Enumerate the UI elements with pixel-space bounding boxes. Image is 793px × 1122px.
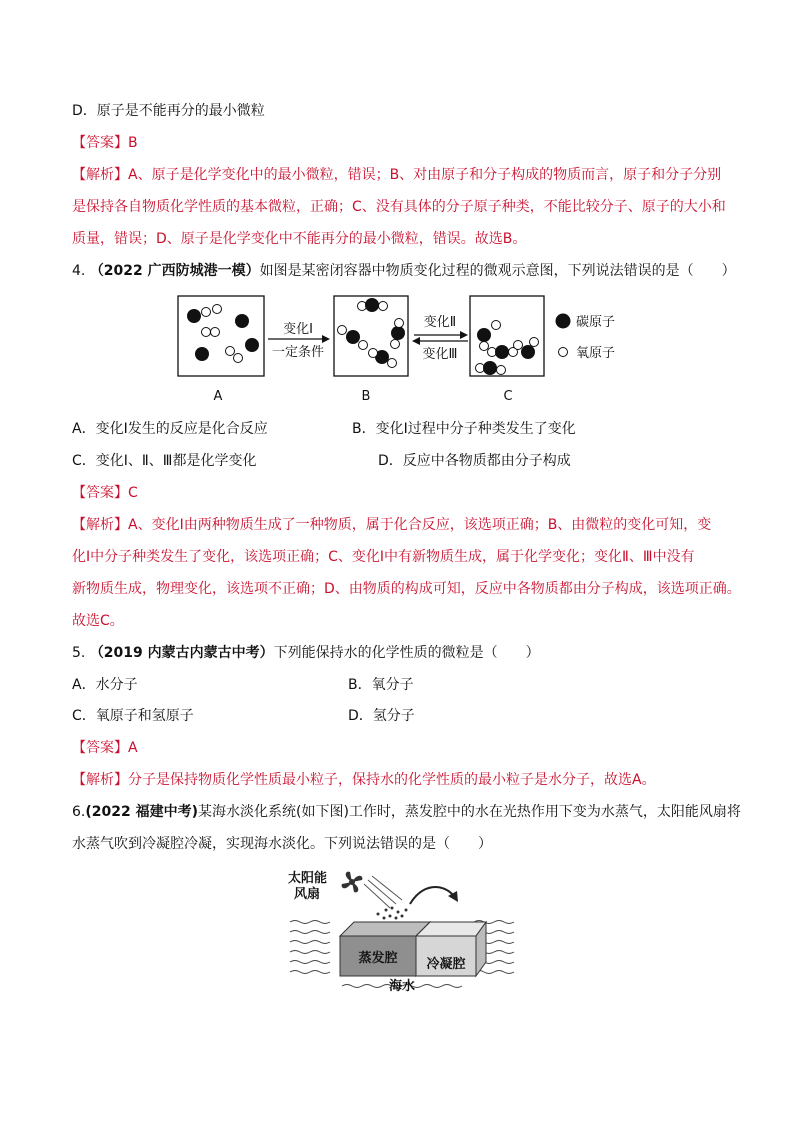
legend-oxygen-label: 氧原子: [576, 346, 616, 361]
answer-tag: 【答案】: [72, 485, 128, 501]
analysis-text: A、变化Ⅰ由两种物质生成了一种物质，属于化合反应，该选项正确；B、由微粒的变化可知，变: [128, 517, 712, 533]
legend-carbon-icon: [556, 314, 571, 329]
analysis-tag: 【解析】: [72, 772, 128, 788]
oxygen-atom: [497, 366, 506, 375]
q6-stem-line-1: [72, 802, 741, 822]
evap-chamber-top: [340, 922, 430, 936]
q4-option-c: C．变化Ⅰ、Ⅱ、Ⅲ都是化学变化: [72, 453, 257, 469]
carbon-atom: [195, 347, 209, 361]
q4-molecule-figure: [170, 290, 630, 410]
carbon-atom: [477, 328, 491, 342]
q4-analysis-line-3: 新物质生成，物理变化，该选项不正确；D、由物质的构成可知，反应中各物质都由分子构成，该选项正确。: [72, 581, 741, 597]
oxygen-atom: [388, 359, 397, 368]
q4-stem: [72, 261, 736, 281]
sun-rays: [364, 876, 402, 908]
q4-analysis-line-4: 故选C。: [72, 613, 124, 629]
carbon-atom: [187, 309, 201, 323]
carbon-atom: [521, 345, 535, 359]
q3-analysis-line-1: [72, 165, 721, 185]
box-label-b: B: [361, 389, 371, 404]
oxygen-atom: [369, 349, 378, 358]
q4-answer: [72, 483, 138, 503]
arrow2-bottom-label: 变化Ⅲ: [422, 347, 458, 362]
carbon-atom: [346, 330, 360, 344]
fan-icon: [342, 872, 363, 893]
carbon-atom: [245, 338, 259, 352]
oxygen-atom: [480, 342, 489, 351]
question-number: 5.: [72, 645, 86, 661]
q5-stem: [72, 643, 540, 663]
arrow1-head: [322, 335, 330, 343]
flow-arrow: [410, 887, 454, 904]
q5-answer: [72, 738, 138, 758]
legend-carbon-label: 碳原子: [576, 315, 616, 330]
q6-desalination-figure: [282, 864, 522, 998]
answer-value: B: [128, 135, 138, 151]
carbon-atom: [483, 361, 497, 375]
arrow1-bottom-label: 一定条件: [271, 345, 325, 360]
arrow2-top-label: 变化Ⅱ: [423, 315, 457, 330]
vapor-dots: [377, 907, 408, 920]
arrow1-top-label: 变化Ⅰ: [283, 322, 313, 337]
q6-stem-line-2: 水蒸气吹到冷凝腔冷凝，实现海水淡化。下列说法错误的是（ ）: [72, 836, 492, 852]
carbon-atom: [235, 314, 249, 328]
q5-option-c: C．氧原子和氢原子: [72, 708, 194, 724]
oxygen-atom: [379, 302, 388, 311]
answer-tag: 【答案】: [72, 740, 128, 756]
oxygen-atom: [202, 328, 211, 337]
analysis-tag: 【解析】: [72, 167, 128, 183]
q3-analysis-line-3: 质量，错误；D、原子是化学变化中不能再分的最小微粒，错误。故选B。: [72, 231, 527, 247]
fan-label-line1: 太阳能: [288, 871, 328, 886]
evap-chamber-label: 蒸发腔: [358, 951, 398, 966]
q5-option-b: B．氧分子: [348, 677, 414, 693]
question-source: （2019 内蒙古内蒙古中考）: [89, 645, 274, 661]
question-number: 4.: [72, 263, 86, 279]
q4-analysis-line-1: [72, 515, 711, 535]
oxygen-atom: [213, 305, 222, 314]
oxygen-atom: [359, 341, 368, 350]
q4-option-b: B．变化Ⅰ过程中分子种类发生了变化: [352, 421, 576, 437]
analysis-text: 分子是保持物质化学性质最小粒子，保持水的化学性质的最小粒子是水分子，故选A。: [128, 772, 656, 788]
arrow2-head-forward: [460, 331, 468, 339]
question-stem: 下列能保持水的化学性质的微粒是（ ）: [273, 645, 540, 661]
q5-analysis-line-1: [72, 770, 656, 790]
analysis-tag: 【解析】: [72, 517, 128, 533]
arrow2-head-back: [412, 337, 420, 345]
q4-option-a: A．变化Ⅰ发生的反应是化合反应: [72, 421, 268, 437]
cond-chamber-label: 冷凝腔: [426, 957, 466, 972]
answer-tag: 【答案】: [72, 135, 128, 151]
oxygen-atom: [226, 347, 235, 356]
analysis-text: A、原子是化学变化中的最小微粒，错误；B、对由原子和分子构成的物质而言，原子和分子分别: [128, 167, 722, 183]
oxygen-atom: [514, 341, 523, 350]
oxygen-atom: [202, 308, 211, 317]
oxygen-atom: [492, 321, 501, 330]
q3-answer: [72, 133, 138, 153]
question-source: (2022 福建中考): [85, 804, 198, 820]
oxygen-atom: [211, 328, 220, 337]
oxygen-atom: [234, 354, 243, 363]
question-number: 6.: [72, 804, 86, 820]
q4-analysis-line-2: 化Ⅰ中分子种类发生了变化，该选项正确；C、变化Ⅰ中有新物质生成，属于化学变化；变化Ⅱ、Ⅲ中没有: [72, 549, 695, 565]
question-source: （2022 广西防城港一模）: [89, 263, 260, 279]
q5-option-a: A．水分子: [72, 677, 138, 693]
q5-option-d: D．氢分子: [348, 708, 415, 724]
q4-option-d: D．反应中各物质都由分子构成: [378, 453, 571, 469]
oxygen-atom: [391, 340, 400, 349]
oxygen-atom: [530, 338, 539, 347]
carbon-atom: [495, 345, 509, 359]
q3-analysis-line-2: 是保持各自物质化学性质的基本微粒，正确；C、没有具体的分子原子种类，不能比较分子、原子的大小和: [72, 199, 726, 215]
question-stem: 如图是某密闭容器中物质变化过程的微观示意图，下列说法错误的是（ ）: [259, 263, 736, 279]
legend-oxygen-icon: [559, 348, 568, 357]
box-label-a: A: [213, 389, 223, 404]
carbon-atom: [391, 326, 405, 340]
question-stem: 某海水淡化系统(如下图)工作时，蒸发腔中的水在光热作用下变为水蒸气，太阳能风扇将: [198, 804, 741, 820]
fan-label-line2: 风扇: [294, 887, 321, 902]
answer-value: A: [128, 740, 138, 756]
oxygen-atom: [395, 319, 404, 328]
answer-value: C: [128, 485, 138, 501]
sea-label: 海水: [388, 979, 416, 994]
q3-option-d: D．原子是不能再分的最小微粒: [72, 103, 265, 119]
oxygen-atom: [338, 326, 347, 335]
carbon-atom: [365, 298, 379, 312]
box-label-c: C: [503, 389, 513, 404]
